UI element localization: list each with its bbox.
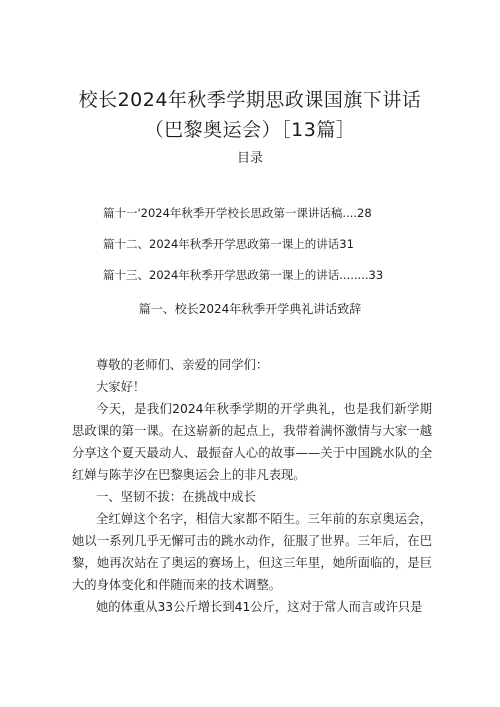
salutation-paragraph: 尊敬的老师们、亲爱的同学们： bbox=[96, 358, 269, 372]
document-title: 校长2024年秋季学期思政课国旗下讲话（巴黎奥运会）［13篇］ bbox=[78, 88, 422, 141]
toc-heading: 目录 bbox=[236, 151, 263, 166]
toc-entry-12[interactable]: 篇十二、2024年秋季开学思政第一课上的讲话31 bbox=[103, 237, 354, 251]
section-heading: 篇一、校长2024年秋季开学典礼讲话致辞 bbox=[138, 302, 362, 316]
subheading-paragraph: 一、坚韧不拔：在挑战中成长 bbox=[96, 490, 256, 504]
intro-paragraph: 今天，是我们2024年秋季学期的开学典礼，也是我们新学期思政课的第一课。在这崭新的起点上，我带着满怀激情与大家一越分享这个夏天最动人、最振奋人心的故事——关于中国跳水队的全红婵与陈芋汐在巴黎奥运会上的非凡表现。 bbox=[72, 402, 432, 482]
body-paragraph: 她的体重从33公斤增长到41公斤，这对于常人而言或许只是 bbox=[96, 600, 423, 614]
toc-entry-13[interactable]: 篇十三、2024年秋季开学思政第一课上的讲话........33 bbox=[103, 268, 384, 282]
body-paragraph: 全红婵这个名字，相信大家都不陌生。三年前的东京奥运会，她以一系列几乎无懈可击的跳水动作，征服了世界。三年后，在巴黎，她再次站在了奥运的赛场上，但这三年里，她所面临的，是巨大的身体变化和伴随而来的技术调整。 bbox=[72, 512, 432, 592]
greeting-paragraph: 大家好！ bbox=[96, 380, 146, 394]
toc-entry-11[interactable]: 篇十一'2024年秋季开学校长思政第一课讲话稿....28 bbox=[103, 206, 372, 220]
document-body bbox=[72, 354, 432, 618]
table-of-contents bbox=[103, 205, 423, 298]
